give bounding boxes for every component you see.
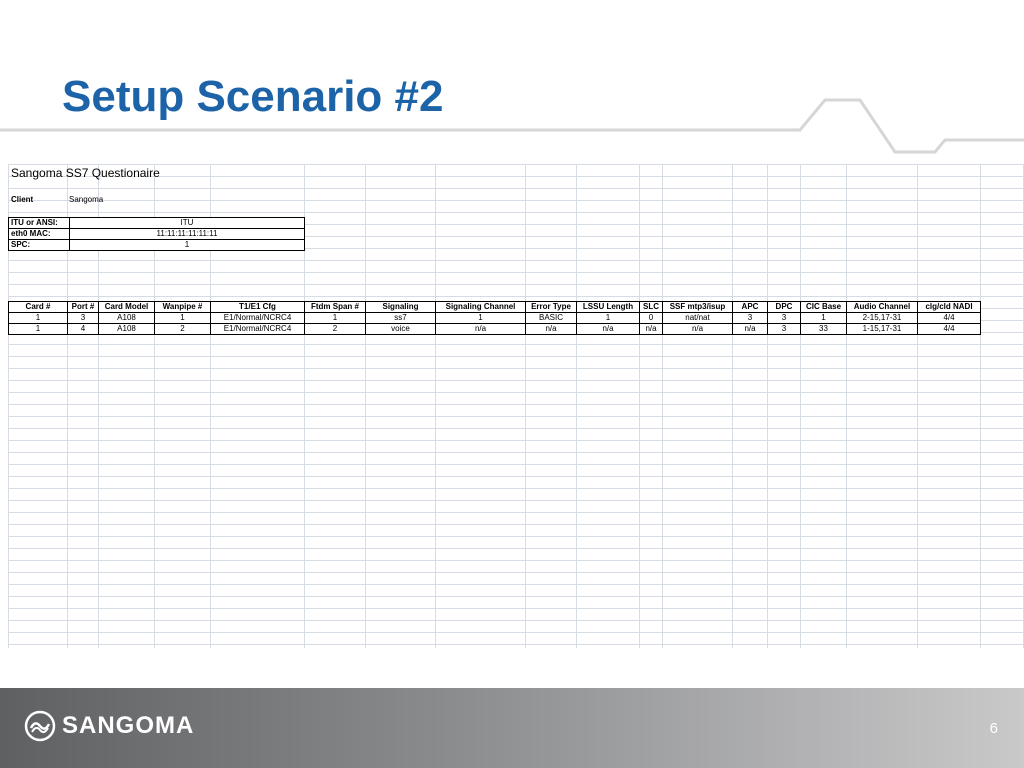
table-cell: E1/Normal/NCRC4 bbox=[211, 313, 305, 324]
column-header: Audio Channel bbox=[847, 302, 918, 313]
table-cell: n/a bbox=[663, 324, 733, 335]
grid-hline bbox=[8, 356, 1024, 357]
table-cell: 2-15,17-31 bbox=[847, 313, 918, 324]
grid-hline bbox=[8, 428, 1024, 429]
grid-hline bbox=[8, 260, 1024, 261]
grid-hline bbox=[8, 644, 1024, 645]
info-label: eth0 MAC: bbox=[9, 229, 70, 240]
client-value: Sangoma bbox=[69, 195, 104, 204]
table-cell: n/a bbox=[733, 324, 768, 335]
grid-hline bbox=[8, 212, 1024, 213]
grid-hline bbox=[8, 284, 1024, 285]
grid-hline bbox=[8, 560, 1024, 561]
table-cell: 1 bbox=[577, 313, 640, 324]
column-header: APC bbox=[733, 302, 768, 313]
table-cell: 3 bbox=[768, 324, 801, 335]
column-header: DPC bbox=[768, 302, 801, 313]
column-header: SLC bbox=[640, 302, 663, 313]
table-cell: 1 bbox=[305, 313, 366, 324]
table-cell: 0 bbox=[640, 313, 663, 324]
sangoma-logo bbox=[24, 710, 194, 742]
table-cell: 1 bbox=[9, 313, 68, 324]
table-cell: A108 bbox=[99, 313, 155, 324]
table-cell: n/a bbox=[640, 324, 663, 335]
grid-hline bbox=[8, 572, 1024, 573]
grid-hline bbox=[8, 272, 1024, 273]
header-row bbox=[9, 302, 981, 313]
grid-hline bbox=[8, 452, 1024, 453]
grid-hline bbox=[8, 164, 1024, 165]
slide-title: Setup Scenario #2 bbox=[62, 72, 444, 121]
grid-hline bbox=[8, 440, 1024, 441]
grid-hline bbox=[8, 584, 1024, 585]
table-cell: 33 bbox=[801, 324, 847, 335]
table-cell: 4 bbox=[68, 324, 99, 335]
table-cell: E1/Normal/NCRC4 bbox=[211, 324, 305, 335]
client-label: Client bbox=[11, 195, 34, 204]
grid-hline bbox=[8, 524, 1024, 525]
grid-hline bbox=[8, 620, 1024, 621]
table-cell: voice bbox=[366, 324, 436, 335]
column-header: CIC Base bbox=[801, 302, 847, 313]
table-cell: 2 bbox=[305, 324, 366, 335]
questionnaire-title: Sangoma SS7 Questionaire bbox=[11, 166, 160, 180]
sangoma-logo-icon bbox=[24, 710, 56, 742]
grid-hline bbox=[8, 176, 1024, 177]
table-cell: ss7 bbox=[366, 313, 436, 324]
grid-hline bbox=[8, 404, 1024, 405]
table-cell: 4/4 bbox=[918, 324, 981, 335]
table-cell: 3 bbox=[68, 313, 99, 324]
decorative-line bbox=[0, 90, 1024, 160]
column-header: LSSU Length bbox=[577, 302, 640, 313]
info-value: 1 bbox=[70, 240, 305, 251]
table-cell: nat/nat bbox=[663, 313, 733, 324]
grid-hline bbox=[8, 392, 1024, 393]
column-header: Error Type bbox=[526, 302, 577, 313]
info-label: SPC: bbox=[9, 240, 70, 251]
grid-hline bbox=[8, 200, 1024, 201]
info-row bbox=[9, 240, 305, 251]
table-cell: n/a bbox=[526, 324, 577, 335]
grid-hline bbox=[8, 464, 1024, 465]
column-header: Wanpipe # bbox=[155, 302, 211, 313]
spreadsheet bbox=[8, 164, 1024, 648]
grid-hline bbox=[8, 536, 1024, 537]
footer-bar bbox=[0, 688, 1024, 768]
grid-hline bbox=[8, 368, 1024, 369]
info-value: 11:11:11:11:11:11 bbox=[70, 229, 305, 240]
grid-hline bbox=[8, 380, 1024, 381]
table-cell: n/a bbox=[577, 324, 640, 335]
info-row bbox=[9, 229, 305, 240]
info-value: ITU bbox=[70, 218, 305, 229]
table-row bbox=[9, 324, 981, 335]
table-cell: 3 bbox=[733, 313, 768, 324]
info-label: ITU or ANSI: bbox=[9, 218, 70, 229]
grid-hline bbox=[8, 632, 1024, 633]
info-table bbox=[8, 217, 305, 251]
grid-hline bbox=[8, 296, 1024, 297]
table-cell: 4/4 bbox=[918, 313, 981, 324]
page-number: 6 bbox=[989, 720, 998, 737]
table-cell: 1-15,17-31 bbox=[847, 324, 918, 335]
grid-hline bbox=[8, 548, 1024, 549]
column-header: clg/cld NADI bbox=[918, 302, 981, 313]
table-cell: BASIC bbox=[526, 313, 577, 324]
table-cell: 1 bbox=[436, 313, 526, 324]
grid-hline bbox=[8, 500, 1024, 501]
table-cell: n/a bbox=[436, 324, 526, 335]
grid-hline bbox=[8, 488, 1024, 489]
column-header: Card Model bbox=[99, 302, 155, 313]
column-header: Card # bbox=[9, 302, 68, 313]
column-header: Signaling bbox=[366, 302, 436, 313]
column-header: Signaling Channel bbox=[436, 302, 526, 313]
grid-hline bbox=[8, 608, 1024, 609]
table-cell: 2 bbox=[155, 324, 211, 335]
grid-hline bbox=[8, 476, 1024, 477]
grid-hline bbox=[8, 344, 1024, 345]
grid-hline bbox=[8, 416, 1024, 417]
column-header: Port # bbox=[68, 302, 99, 313]
table-cell: A108 bbox=[99, 324, 155, 335]
table-cell: 1 bbox=[155, 313, 211, 324]
table-cell: 3 bbox=[768, 313, 801, 324]
grid-hline bbox=[8, 512, 1024, 513]
column-header: T1/E1 Cfg bbox=[211, 302, 305, 313]
table-cell: 1 bbox=[801, 313, 847, 324]
column-header: Ftdm Span # bbox=[305, 302, 366, 313]
column-header: SSF mtp3/isup bbox=[663, 302, 733, 313]
config-table bbox=[8, 301, 981, 335]
info-row bbox=[9, 218, 305, 229]
table-cell: 1 bbox=[9, 324, 68, 335]
table-row bbox=[9, 313, 981, 324]
brand-name: SANGOMA bbox=[62, 712, 195, 739]
grid-hline bbox=[8, 188, 1024, 189]
grid-hline bbox=[8, 596, 1024, 597]
